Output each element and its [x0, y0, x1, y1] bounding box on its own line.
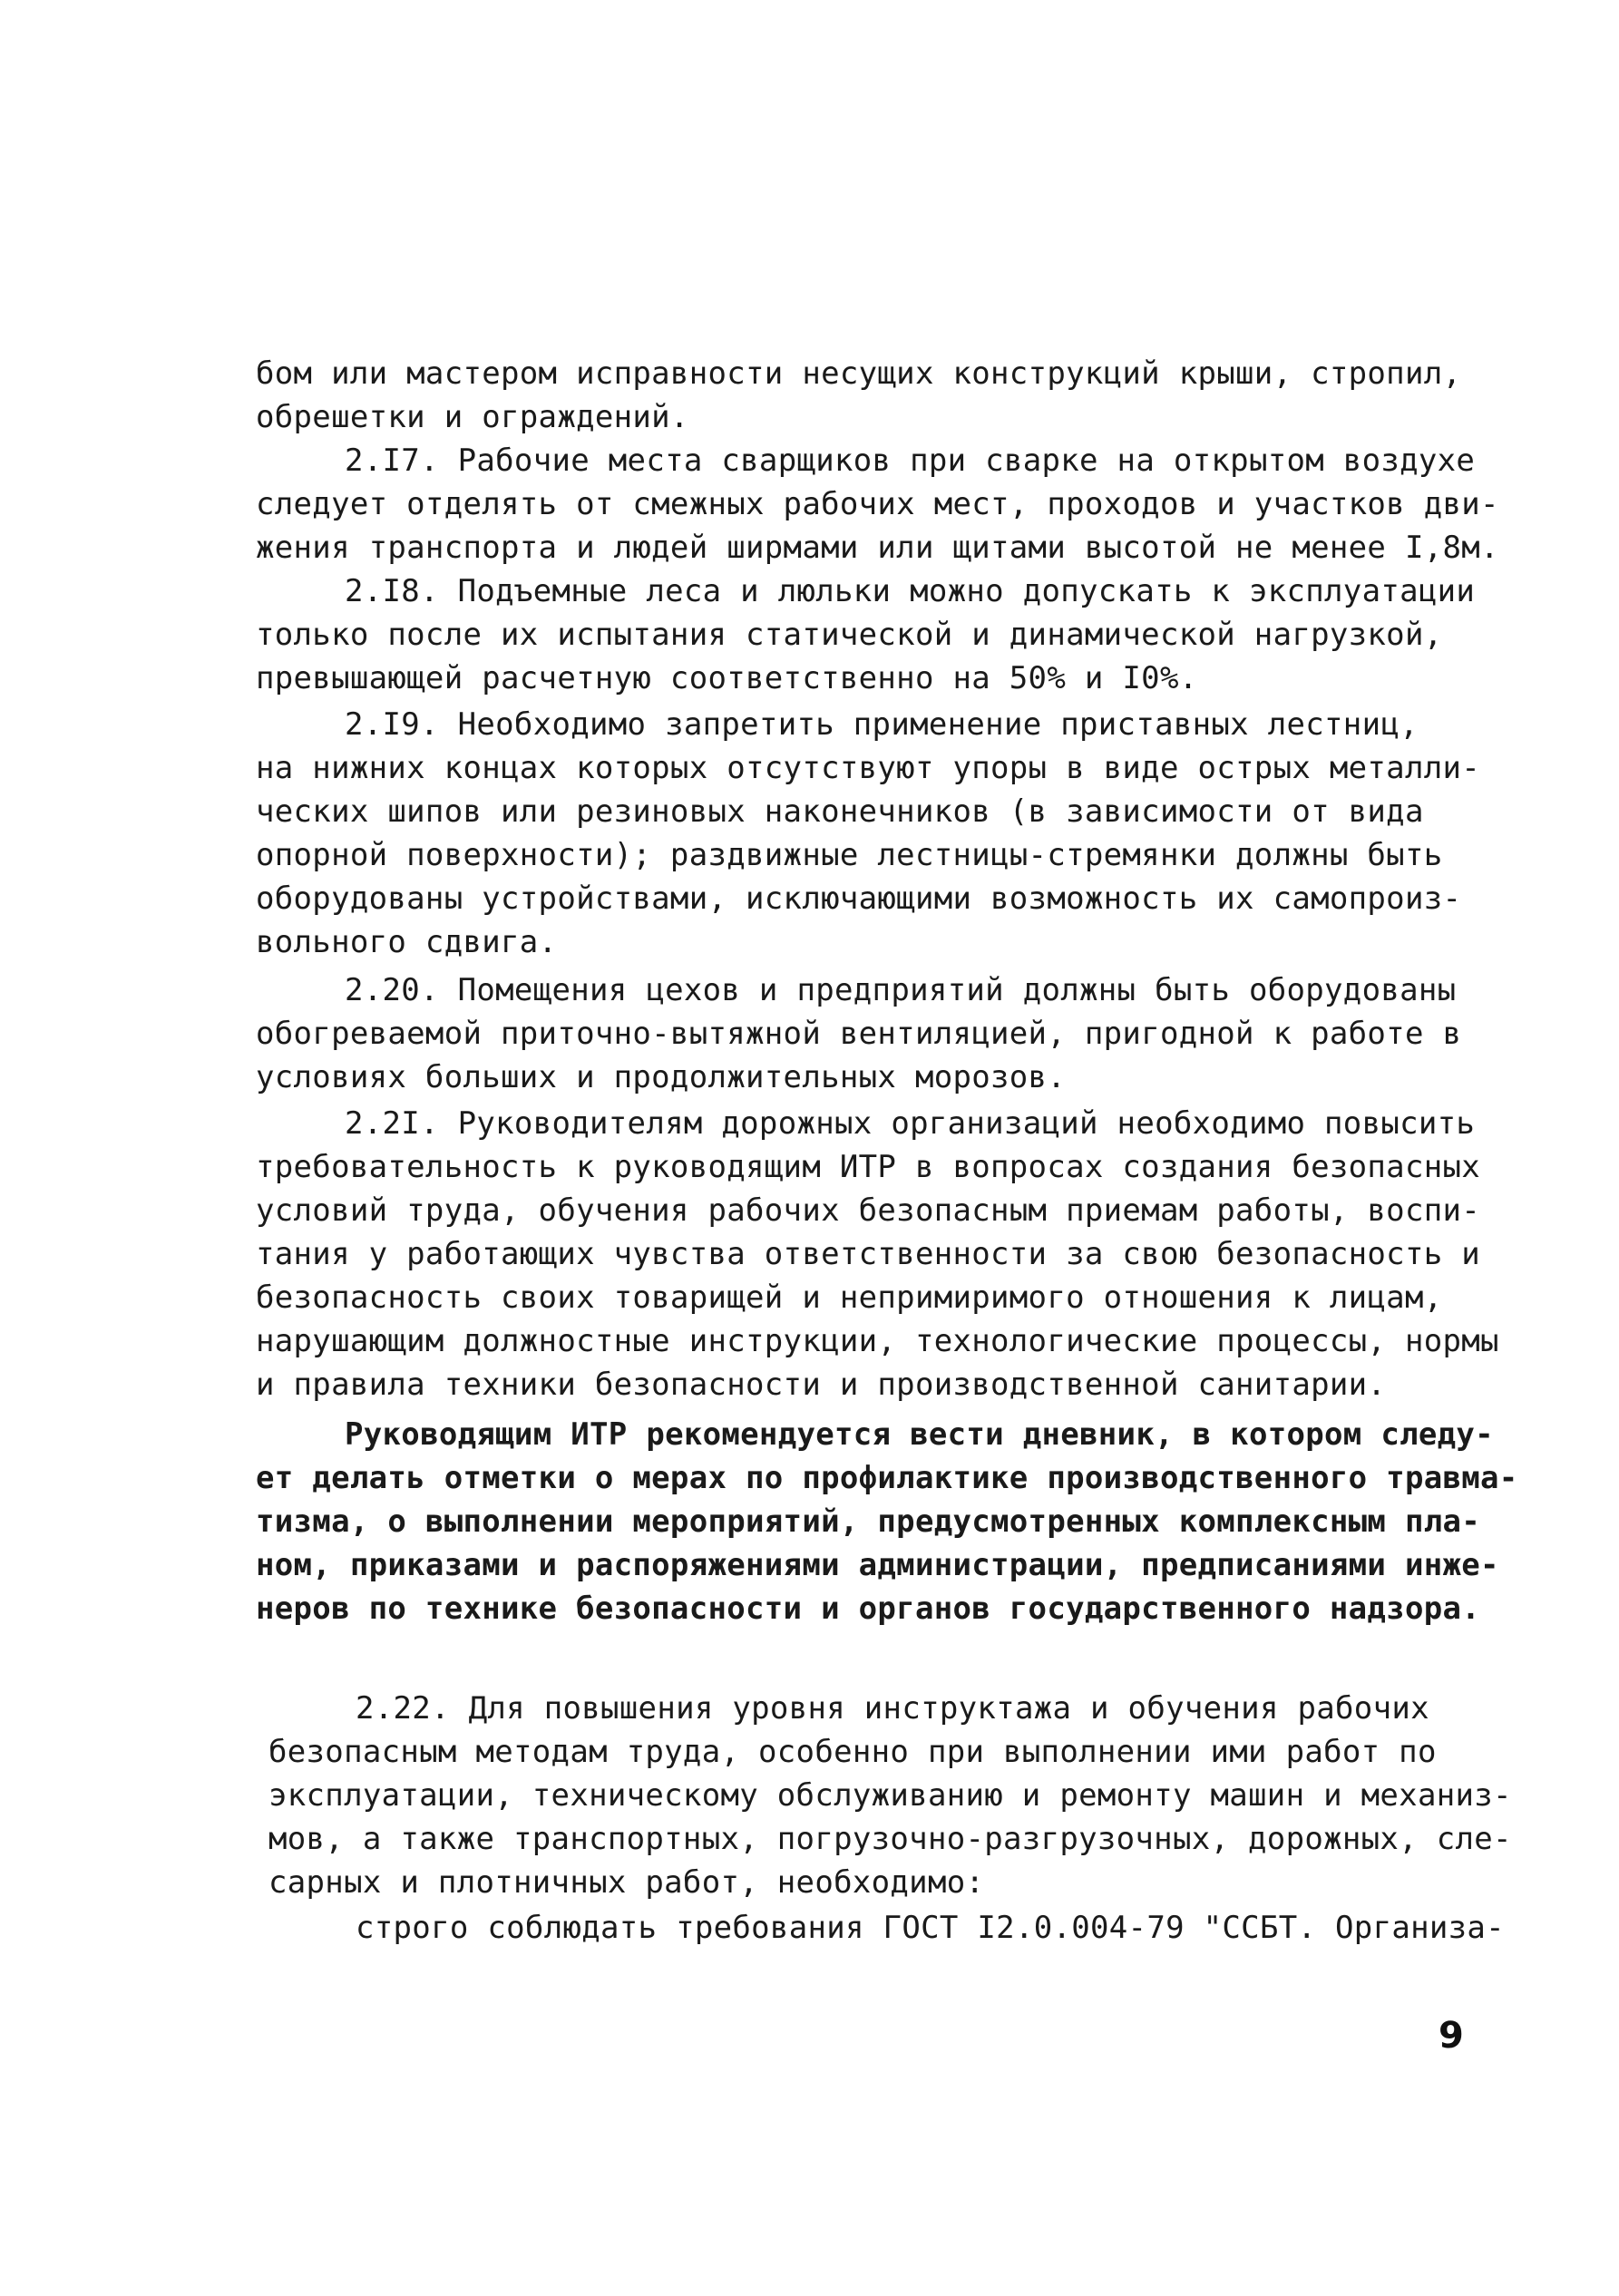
text-line: условий труда, обучения рабочих безопасным приемам работы, воспи-: [256, 1192, 1481, 1229]
text-line: эксплуатации, техническому обслуживанию и ремонту машин и механиз-: [268, 1777, 1512, 1814]
text-line: тания у работающих чувства ответственности за свою безопасность и: [256, 1236, 1481, 1272]
text-line: безопасность своих товарищей и непримиримого отношения к лицам,: [256, 1279, 1443, 1316]
text-line: следует отделять от смежных рабочих мест, проходов и участков дви-: [256, 486, 1499, 522]
text-line: ном, приказами и распоряжениями администрации, предписаниями инже-: [256, 1547, 1499, 1583]
paragraph-2-22: 2.22. Для повышения уровня инструктажа и обучения рабочих: [356, 1690, 1429, 1727]
text-line: мов, а также транспортных, погрузочно-разгрузочных, дорожных, сле-: [268, 1821, 1512, 1857]
text-line: ческих шипов или резиновых наконечников (в зависимости от вида: [256, 793, 1424, 830]
text-line: требовательность к руководящим ИТР в вопросах создания безопасных: [256, 1149, 1481, 1185]
paragraph-2-17: 2.I7. Рабочие места сварщиков при сварке на открытом воздухе: [345, 443, 1476, 479]
text-line: обрешетки и ограждений.: [256, 399, 689, 435]
page-number: 9: [1439, 2015, 1464, 2057]
text-line: оборудованы устройствами, исключающими возможность их самопроиз-: [256, 880, 1462, 917]
paragraph-2-21: 2.2I. Руководителям дорожных организаций необходимо повысить: [345, 1105, 1476, 1142]
text-line: и правила техники безопасности и производственной санитарии.: [256, 1367, 1387, 1403]
text-line: ет делать отметки о мерах по профилактике производственного травма-: [256, 1460, 1518, 1496]
text-line: тизма, о выполнении мероприятий, предусмотренных комплексным пла-: [256, 1503, 1481, 1540]
paragraph-2-20: 2.20. Помещения цехов и предприятий должны быть оборудованы: [345, 972, 1457, 1008]
text-line: безопасным методам труда, особенно при выполнении ими работ по: [268, 1734, 1437, 1770]
text-line: жения транспорта и людей ширмами или щитами высотой не менее I,8м.: [256, 530, 1499, 566]
text-line: обогреваемой приточно-вытяжной вентиляцией, пригодной к работе в: [256, 1016, 1462, 1052]
text-line: строго соблюдать требования ГОСТ I2.0.004-79 "ССБТ. Организа-: [356, 1910, 1505, 1946]
paragraph-itr-diary: Руководящим ИТР рекомендуется вести дневник, в котором следу-: [345, 1416, 1494, 1453]
text-line: на нижних концах которых отсутствуют упоры в виде острых металли-: [256, 750, 1481, 786]
text-line: условиях больших и продолжительных морозов.: [256, 1059, 1067, 1095]
text-line: неров по технике безопасности и органов государственного надзора.: [256, 1591, 1481, 1627]
text-line: опорной поверхности); раздвижные лестницы-стремянки должны быть: [256, 837, 1443, 873]
text-line: только после их испытания статической и динамической нагрузкой,: [256, 617, 1443, 653]
paragraph-2-18: 2.I8. Подъемные леса и люльки можно допускать к эксплуатации: [345, 573, 1476, 609]
text-line: нарушающим должностные инструкции, технологические процессы, нормы: [256, 1323, 1499, 1359]
text-line: вольного сдвига.: [256, 924, 558, 960]
paragraph-2-19: 2.I9. Необходимо запретить применение приставных лестниц,: [345, 706, 1419, 743]
text-line: сарных и плотничных работ, необходимо:: [268, 1864, 985, 1901]
text-line: превышающей расчетную соответственно на 50% и I0%.: [256, 660, 1198, 696]
text-line: бом или мастером исправности несущих конструкций крыши, стропил,: [256, 355, 1462, 392]
